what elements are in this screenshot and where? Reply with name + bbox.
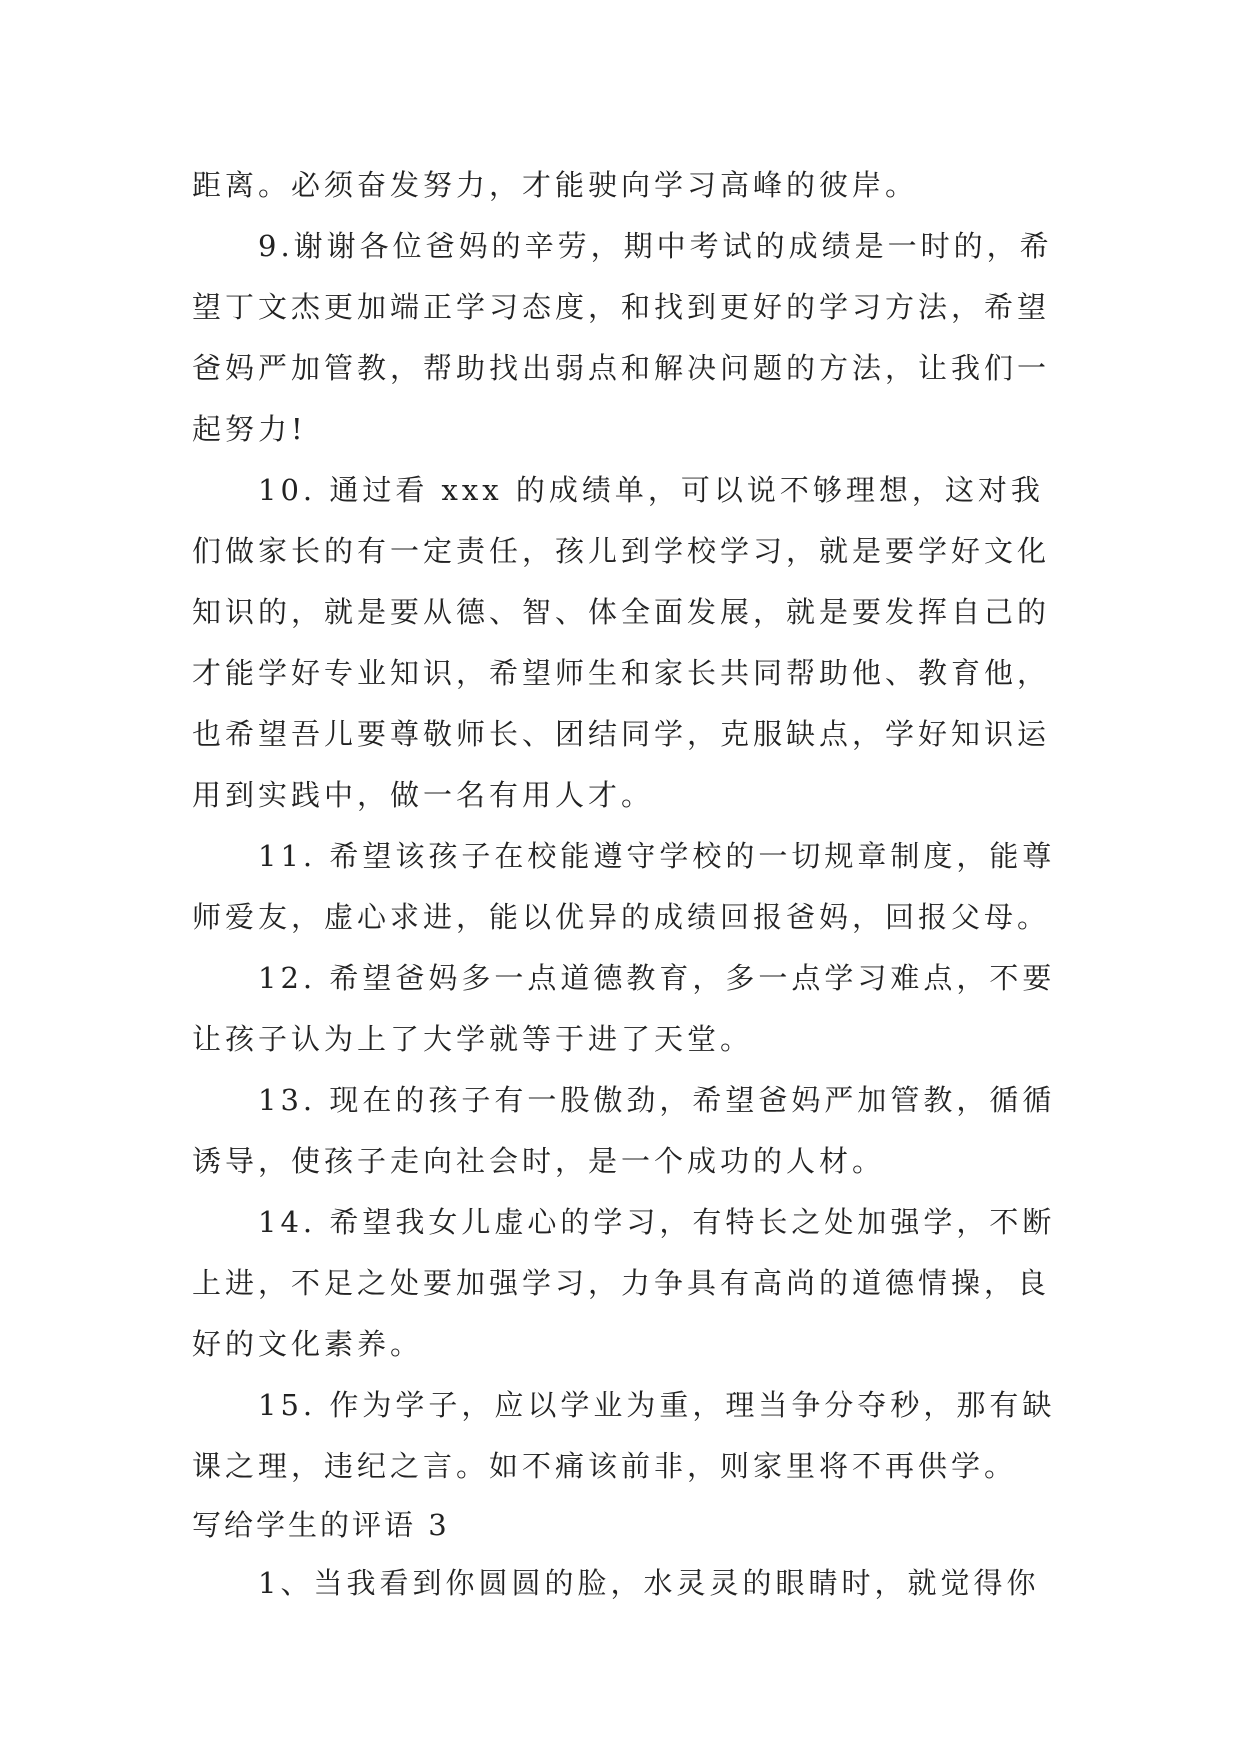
comment-item-9: 9.谢谢各位爸妈的辛劳，期中考试的成绩是一时的，希望丁文杰更加端正学习态度，和找到更好的学习方法，希望爸妈严加管教，帮助找出弱点和解决问题的方法，让我们一起努力! xyxy=(192,229,1053,446)
comment-item-13: 13. 现在的孩子有一股傲劲，希望爸妈严加管教，循循诱导，使孩子走向社会时，是一个成功的人材。 xyxy=(192,1083,1056,1178)
document-body xyxy=(192,155,1072,1614)
comment-item-15: 15. 作为学子，应以学业为重，理当争分夺秒，那有缺课之理，违纪之言。如不痛该前非，则家里将不再供学。 xyxy=(192,1388,1056,1483)
comment-item-1: 1、当我看到你圆圆的脸，水灵灵的眼睛时，就觉得你 xyxy=(258,1566,1040,1600)
comment-item-14: 14. 希望我女儿虚心的学习，有特长之处加强学，不断上进，不足之处要加强学习，力争具有高尚的道德情操，良好的文化素养。 xyxy=(192,1205,1056,1361)
comment-item-11: 11. 希望该孩子在校能遵守学校的一切规章制度，能尊师爱友，虚心求进，能以优异的成绩回报爸妈，回报父母。 xyxy=(192,839,1056,934)
section-heading: 写给学生的评语 3 xyxy=(192,1508,450,1542)
comment-item-12: 12. 希望爸妈多一点道德教育，多一点学习难点，不要让孩子认为上了大学就等于进了天堂。 xyxy=(192,961,1056,1056)
paragraph-continuation: 距离。必须奋发努力，才能驶向学习高峰的彼岸。 xyxy=(192,168,919,202)
comment-item-10: 10. 通过看 xxx 的成绩单，可以说不够理想，这对我们做家长的有一定责任，孩儿到学校学习，就是要学好文化知识的，就是要从德、智、体全面发展，就是要发挥自己的才能学好专业知识，希望师生和家长共同帮助他、教育他，也希望吾儿要尊敬师长、团结同学，克服缺点，学好知识运用到实践中，做一名有用人才。 xyxy=(192,473,1051,812)
